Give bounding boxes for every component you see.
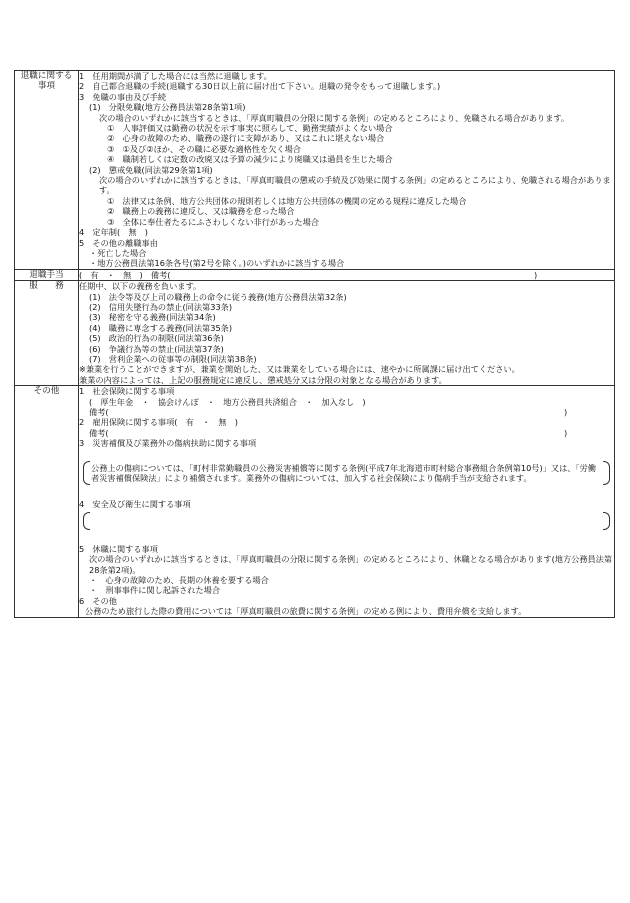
allowance-line bbox=[79, 270, 614, 280]
social-insurance-close: ) bbox=[564, 407, 568, 417]
disciplinary-text: 次の場合のいずれかに該当するときは､「厚真町職員の懲戒の手続及び効果に関する条例」の定めるところにより、免職される場合があります。 bbox=[99, 175, 611, 196]
side-job-note: ※兼業を行うことができますが、兼業を開始した、又は兼業をしている場合には、速やかに所属課に届け出てください。 bbox=[79, 364, 520, 375]
leave-text: 次の場合のいずれかに該当するときは、「厚真町職員の分限に関する条例」の定めるところにより、休職となる場合があります(地方公務員法第28条第2項)。 bbox=[89, 554, 613, 575]
duty-item: (3) 秘密を守る義務(同法第34条) bbox=[89, 312, 216, 323]
accident-compensation-text: 公務上の傷病については、「町村非常勤職員の公務災害補償等に関する条例(平成7年北海道市町村総合事務組合条例第10号)」又は、「労働者災害補償保険法」により補償されます。業務外の傷病については、加入する社会保険により傷病手当が支給されます。 bbox=[91, 462, 596, 484]
social-insurance-options: ( 厚生年金 ・ 協会けんぽ ・ 地方公務員共済組合 ・ 加入なし ) bbox=[89, 396, 366, 407]
safety-health-title: 4 安全及び衛生に関する事項 bbox=[79, 499, 191, 510]
leave-item: ・ 刑事事件に関し起訴された場合 bbox=[89, 585, 221, 596]
social-insurance-note: 備考( bbox=[89, 407, 109, 417]
other-separation-item: ・死亡した場合 bbox=[89, 247, 147, 258]
retirement-label-line2: 事項 bbox=[37, 81, 56, 92]
duty-item: (1) 法令等及び上司の職務上の命令に従う義務(地方公務員法第32条) bbox=[89, 291, 347, 302]
duty-item: (7) 営利企業への従事等の制限(同法第38条) bbox=[89, 353, 257, 364]
accident-compensation-box bbox=[83, 461, 610, 486]
retirement-item-3: 3 免職の事由及び手続 bbox=[79, 91, 167, 102]
retirement-content bbox=[79, 71, 615, 270]
dismissal-text: 次の場合のいずれかに該当するときは、「厚真町職員の分限に関する条例」の定めるところにより、免職される場合があります。 bbox=[99, 112, 570, 123]
duty-content bbox=[79, 281, 615, 386]
other-row bbox=[15, 386, 615, 618]
allowance-text: ( 有 ・ 無 ) 備考( bbox=[79, 269, 171, 280]
other-content bbox=[79, 386, 615, 618]
disciplinary-item: ③ 全体に奉仕者たるにふさわしくない非行があった場合 bbox=[107, 216, 319, 227]
duty-item: (6) 争議行為等の禁止(同法第37条) bbox=[89, 343, 224, 354]
misc-text: 公務のため旅行した際の費用については「厚真町職員の旅費に関する条例」の定める例により、費用弁償を支給します。 bbox=[85, 606, 527, 617]
safety-health-box bbox=[83, 512, 610, 530]
disciplinary-item: ② 職務上の義務に違反し、又は職務を怠った場合 bbox=[107, 206, 295, 217]
allowance-close: ) bbox=[534, 269, 538, 280]
social-insurance-note-line bbox=[79, 407, 614, 417]
retirement-label-cell bbox=[15, 71, 79, 270]
dismissal-title: (1) 分限免職(地方公務員法第28条第1項) bbox=[89, 102, 246, 113]
dismissal-item: ② 心身の故障のため、職務の遂行に支障があり、又はこれに堪えない場合 bbox=[107, 133, 385, 144]
retirement-item-1: 1 任用期間が満了した場合には当然に退職します。 bbox=[79, 71, 272, 81]
employment-insurance-note-line bbox=[79, 428, 614, 438]
allowance-label: 退職手当 bbox=[15, 269, 79, 280]
duty-row bbox=[15, 281, 615, 386]
duty-label: 服 務 bbox=[15, 281, 79, 386]
other-separation-title: 5 その他の離職事由 bbox=[79, 237, 158, 248]
leave-title: 5 休職に関する事項 bbox=[79, 543, 158, 554]
side-job-note-2: 兼業の内容によっては、上記の服務規定に違反し、懲戒処分又は分限の対象となる場合があります。 bbox=[79, 374, 447, 385]
duty-intro: 任期中、以下の義務を負います。 bbox=[79, 281, 202, 292]
retirement-row bbox=[15, 71, 615, 270]
dismissal-item: ① 人事評価又は勤務の状況を示す事実に照らして、勤務実績がよくない場合 bbox=[107, 123, 393, 134]
misc-title: 6 その他 bbox=[79, 595, 117, 606]
duty-item: (5) 政治的行為の制限(同法第36条) bbox=[89, 333, 224, 344]
employment-insurance-title: 2 雇用保険に関する事項( 有 ・ 無 ) bbox=[79, 417, 238, 428]
duty-item: (2) 信用失墜行為の禁止(同法第33条) bbox=[89, 301, 233, 312]
other-separation-item: ・地方公務員法第16条各号(第2号を除く。)のいずれかに該当する場合 bbox=[89, 258, 345, 269]
leave-item: ・ 心身の故障のため、長期の休養を要する場合 bbox=[89, 575, 269, 586]
accident-compensation-title: 3 災害補償及び業務外の傷病扶助に関する事項 bbox=[79, 438, 257, 449]
other-label: その他 bbox=[15, 386, 79, 618]
age-limit: 4 定年制( 無 ) bbox=[79, 227, 148, 238]
allowance-content bbox=[79, 269, 615, 280]
disciplinary-item: ① 法律又は条例、地方公共団体の規則若しくは地方公共団体の機関の定める規程に違反した場合 bbox=[107, 195, 467, 206]
disciplinary-title: (2) 懲戒免職(同法第29条第1項) bbox=[89, 164, 213, 175]
dismissal-item: ④ 職制若しくは定数の改廃又は予算の減少により廃職又は過員を生じた場合 bbox=[107, 154, 393, 165]
duty-item: (4) 職務に専念する義務(同法第35条) bbox=[89, 322, 233, 333]
retirement-label-line1: 退職に関する bbox=[20, 71, 73, 81]
employment-insurance-close: ) bbox=[564, 427, 568, 438]
retirement-item-2: 2 自己都合退職の手続(退職する30日以上前に届け出て下さい。退職の発令をもって退職します。) bbox=[79, 81, 441, 92]
dismissal-item: ③ ①及び②ほか、その職に必要な適格性を欠く場合 bbox=[107, 143, 301, 154]
employment-conditions-table bbox=[14, 70, 615, 618]
social-insurance-title: 1 社会保険に関する事項 bbox=[79, 386, 175, 397]
allowance-row bbox=[15, 269, 615, 280]
employment-insurance-note: 備考( bbox=[89, 427, 109, 438]
